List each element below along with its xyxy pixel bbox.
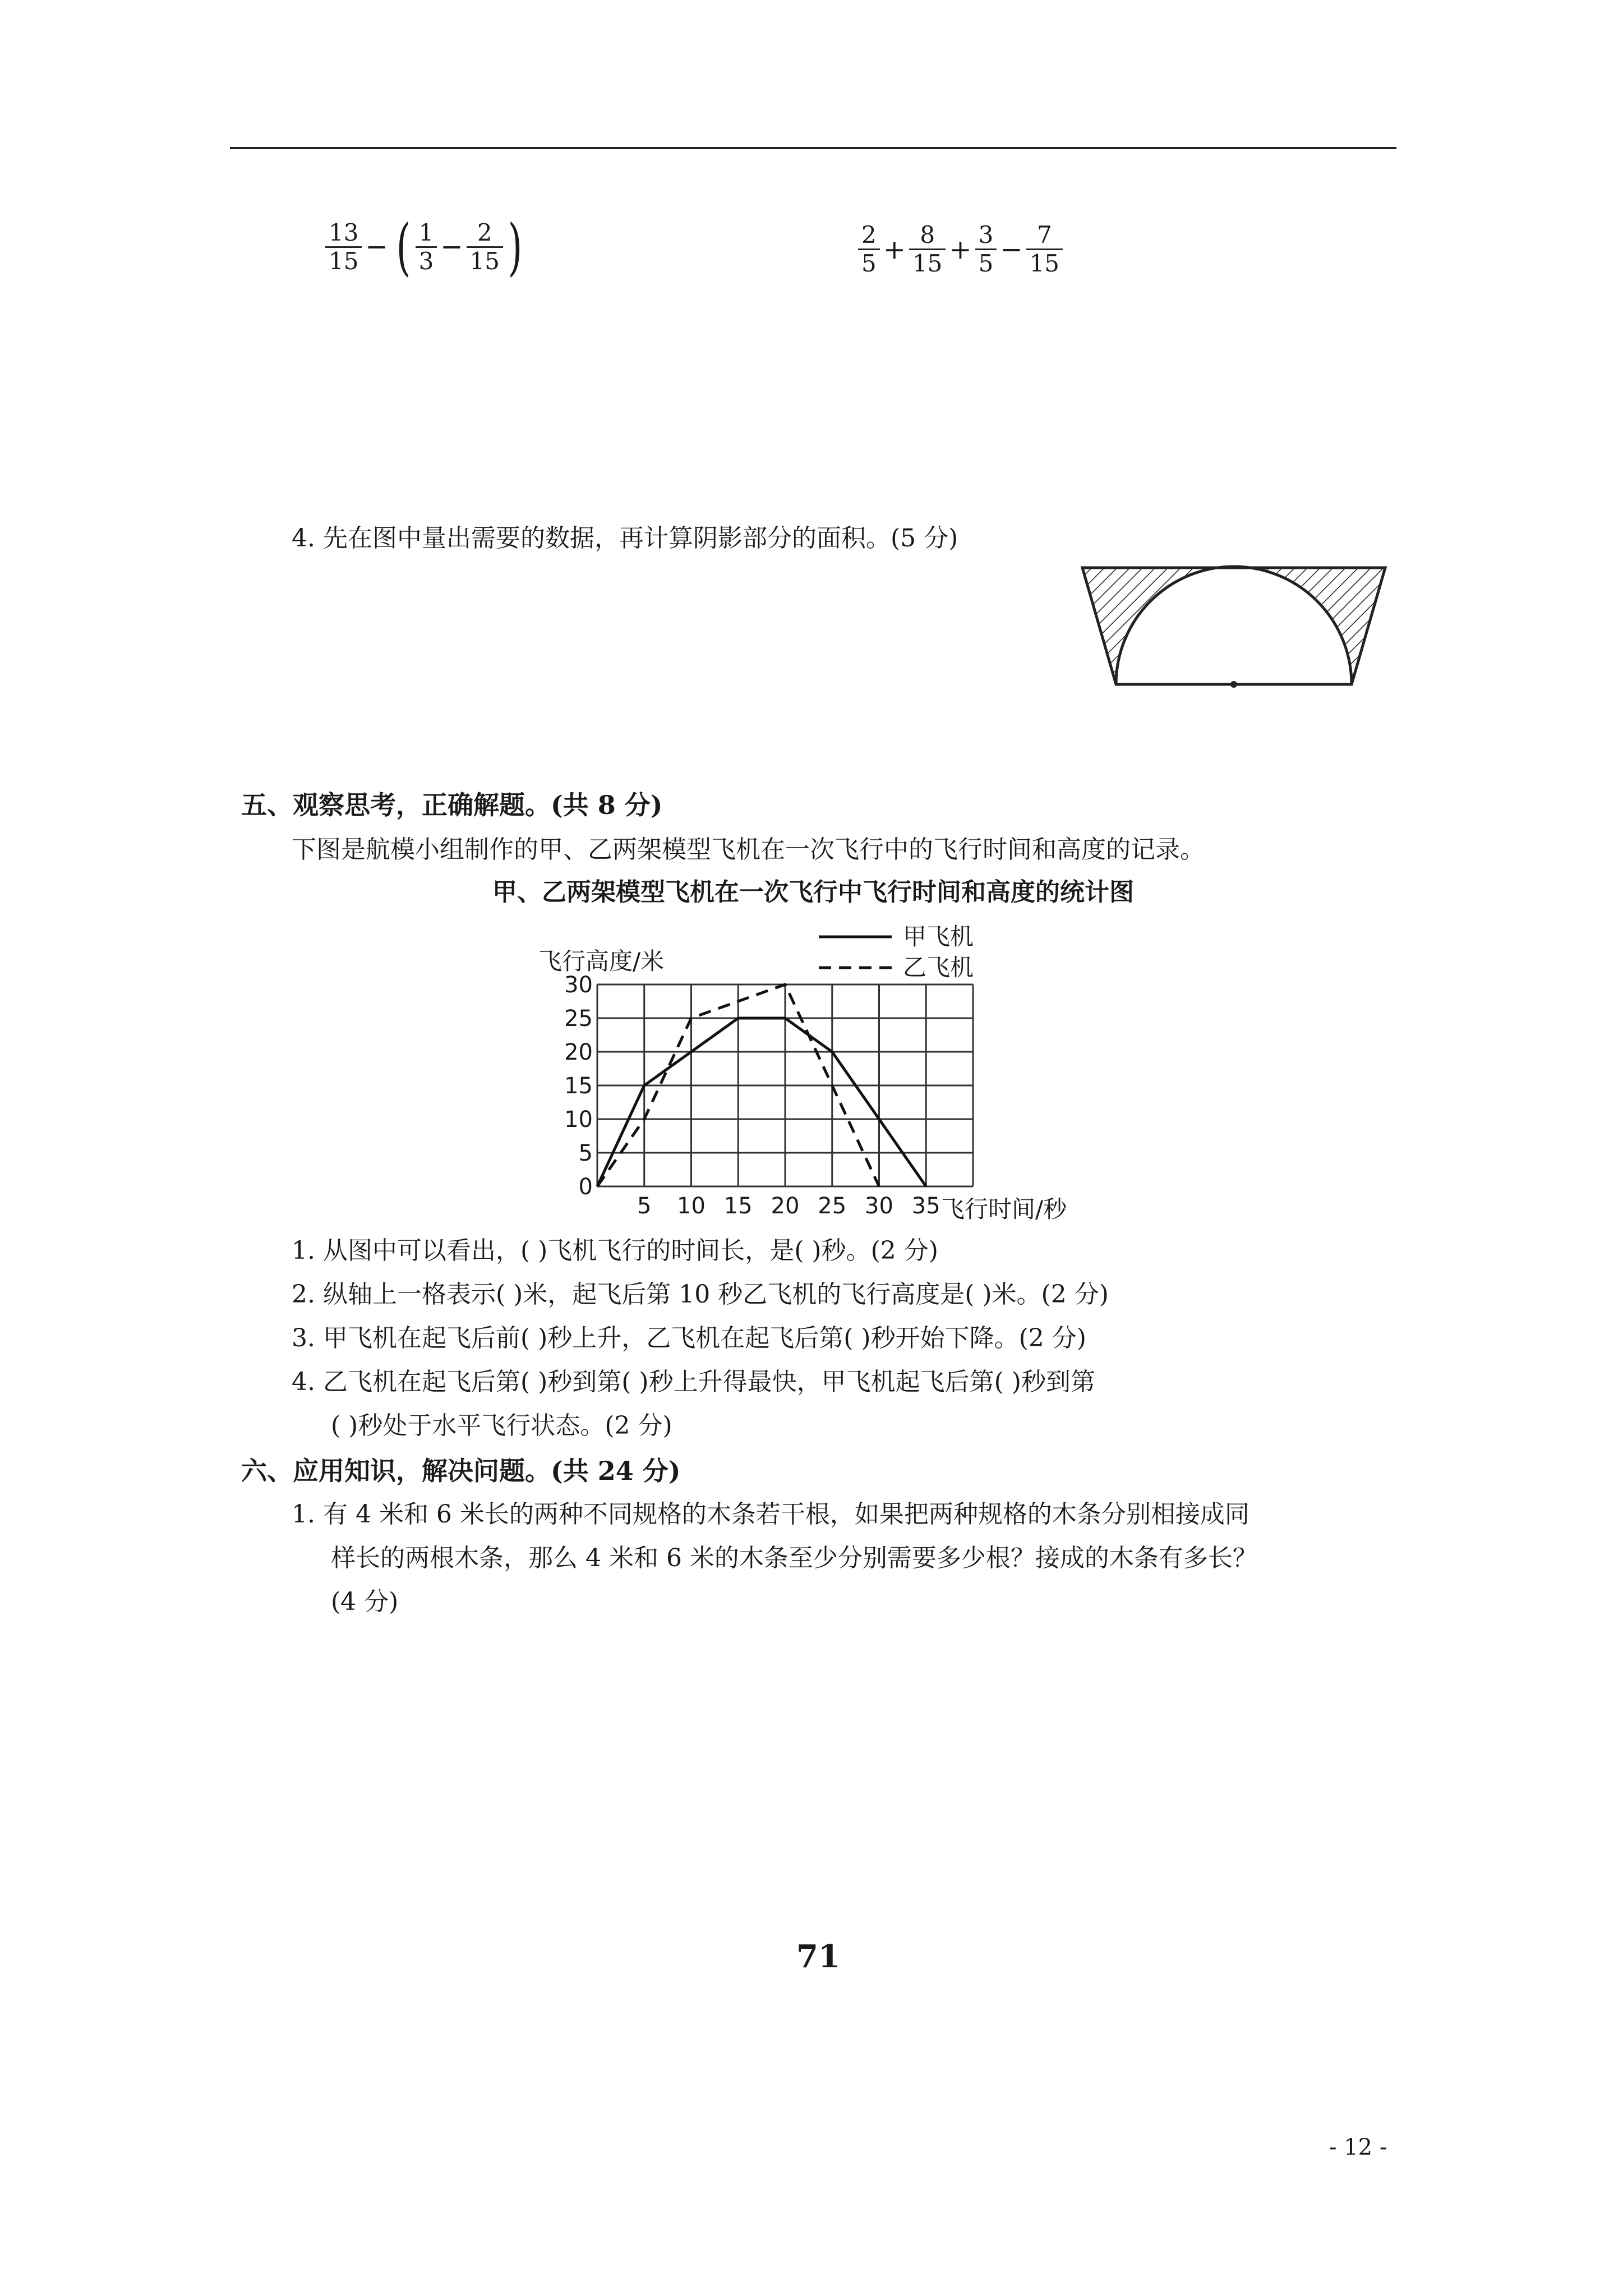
section-5-question: 2. 纵轴上一格表示( )米，起飞后第 10 秒乙飞机的飞行高度是( )米。(2 分) bbox=[292, 1280, 1109, 1309]
expression-1 bbox=[325, 211, 527, 283]
y-tick-label: 30 bbox=[564, 972, 593, 998]
x-tick-label: 35 bbox=[911, 1193, 940, 1219]
operator: − bbox=[365, 231, 388, 263]
fraction: $\frac{7}{15}$ bbox=[1026, 222, 1063, 277]
chart-legend bbox=[819, 923, 974, 981]
y-tick-label: 5 bbox=[578, 1140, 593, 1166]
section-5-question: 4. 乙飞机在起飞后第( )秒到第( )秒上升得最快，甲飞机起飞后第( )秒到第 bbox=[292, 1368, 1095, 1396]
operator: + bbox=[883, 233, 906, 265]
legend-label: 甲飞机 bbox=[903, 923, 974, 950]
operator: − bbox=[440, 231, 463, 263]
fraction: $\frac{2}{15}$ bbox=[467, 219, 503, 275]
y-tick-label: 15 bbox=[564, 1073, 593, 1099]
fraction: $\frac{1}{3}$ bbox=[416, 219, 437, 275]
chart-title: 甲、乙两架模型飞机在一次飞行中飞行时间和高度的统计图 bbox=[492, 878, 1134, 907]
y-axis-label: 飞行高度/米 bbox=[538, 947, 665, 975]
section-5-question: 3. 甲飞机在起飞后前( )秒上升，乙飞机在起飞后第( )秒开始下降。(2 分) bbox=[292, 1324, 1086, 1352]
x-tick-label: 10 bbox=[677, 1193, 706, 1219]
expression-2 bbox=[858, 222, 1063, 277]
x-axis-label: 飞行时间/秒 bbox=[941, 1195, 1067, 1223]
fraction: $\frac{3}{5}$ bbox=[975, 222, 997, 277]
footer-page-number: - 12 - bbox=[1329, 2134, 1387, 2160]
operator: + bbox=[949, 233, 972, 265]
y-tick-label: 0 bbox=[578, 1174, 593, 1200]
x-tick-label: 15 bbox=[723, 1193, 753, 1219]
section-5-question: 1. 从图中可以看出，( )飞机飞行的时间长，是( )秒。(2 分) bbox=[292, 1236, 938, 1265]
section-5-heading: 五、观察思考，正确解题。(共 8 分) bbox=[241, 790, 663, 820]
section-5-question: ( )秒处于水平飞行状态。(2 分) bbox=[331, 1411, 672, 1440]
section-6-question-line: 样长的两根木条，那么 4 米和 6 米的木条至少分别需要多少根？接成的木条有多长？ bbox=[331, 1544, 1257, 1572]
x-tick-label: 25 bbox=[818, 1193, 847, 1219]
y-tick-label: 25 bbox=[564, 1006, 593, 1032]
section-6-question-line: 1. 有 4 米和 6 米长的两种不同规格的木条若干根，如果把两种规格的木条分别相接成同 bbox=[292, 1500, 1249, 1529]
flight-altitude-line-chart bbox=[460, 869, 1166, 1228]
question-4-text: 4. 先在图中量出需要的数据，再计算阴影部分的面积。(5 分) bbox=[292, 524, 958, 553]
legend-label: 乙飞机 bbox=[903, 954, 974, 981]
header-rule bbox=[230, 147, 1396, 149]
fraction: $\frac{2}{5}$ bbox=[858, 222, 880, 277]
x-tick-label: 30 bbox=[865, 1193, 893, 1219]
section-6-heading: 六、应用知识，解决问题。(共 24 分) bbox=[241, 1456, 681, 1486]
fraction: $\frac{13}{15}$ bbox=[325, 219, 362, 275]
y-tick-label: 20 bbox=[564, 1039, 593, 1065]
x-tick-label: 5 bbox=[637, 1193, 652, 1219]
operator: − bbox=[1000, 233, 1023, 265]
x-tick-label: 20 bbox=[771, 1193, 800, 1219]
chart-grid bbox=[597, 984, 973, 1186]
series-line-jia-plane bbox=[597, 1018, 926, 1186]
shaded-trapezoid-figure bbox=[1066, 555, 1402, 701]
y-tick-label: 10 bbox=[564, 1107, 593, 1133]
section-5-intro: 下图是航模小组制作的甲、乙两架模型飞机在一次飞行中的飞行时间和高度的记录。 bbox=[292, 835, 1205, 864]
open-paren: ( bbox=[396, 211, 411, 283]
page-number: 71 bbox=[796, 1938, 840, 1975]
chart-ticks bbox=[564, 972, 940, 1219]
center-point bbox=[1230, 681, 1237, 688]
close-paren: ) bbox=[508, 211, 523, 283]
section-6-question-line: (4 分) bbox=[331, 1588, 399, 1616]
fraction: $\frac{8}{15}$ bbox=[909, 222, 946, 277]
